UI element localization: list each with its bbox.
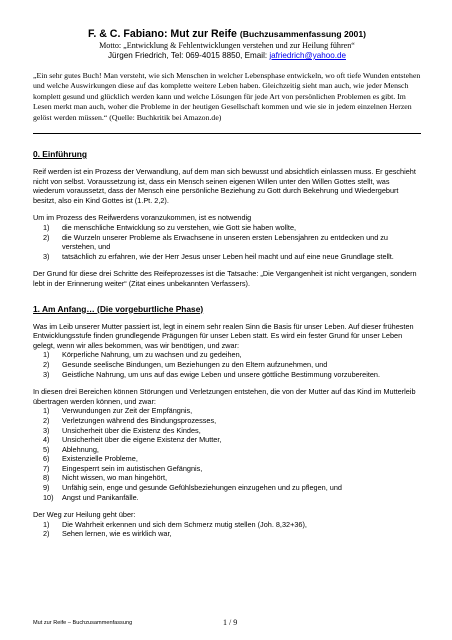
page-number: 1 / 9 [223, 618, 238, 627]
list-text: Körperliche Nahrung, um zu wachsen und zu gedeihen, [62, 350, 242, 360]
list-item [33, 473, 421, 483]
list-text: Geistliche Nahrung, um uns auf das ewige Leben und unsere göttliche Bestimmung vorzubereiten. [62, 369, 381, 379]
page-content [33, 0, 421, 539]
list-text: die menschliche Entwicklung so zu verstehen, wie Gott sie haben wollte, [62, 223, 297, 232]
list-text: Eingesperrt sein im autistischen Gefängnis, [62, 463, 203, 473]
list-text: Verletzungen während des Bindungsprozesses, [62, 415, 217, 425]
paragraph: Der Weg zur Heilung geht über: [33, 510, 136, 520]
list-number: 3) [43, 425, 50, 435]
numbered-list [33, 350, 421, 379]
list-item [33, 233, 421, 252]
list-item [33, 370, 421, 380]
paragraph: Um im Prozess des Reifwerdens voranzukommen, ist es notwendig [33, 213, 252, 223]
section-heading-1: 1. Am Anfang… (Die vorgeburtliche Phase) [33, 303, 204, 314]
title-main: F. & C. Fabiano: Mut zur Reife [88, 28, 237, 40]
contact-line [33, 51, 421, 61]
list-item [33, 426, 421, 436]
list-number: 3) [43, 251, 50, 261]
list-text: tatsächlich zu erfahren, wie der Herr Jesus unser Leben heil macht und auf eine neue Grundlage stellt. [62, 251, 394, 261]
motto: Motto: „Entwicklung & Fehlentwicklungen verstehen und zur Heilung führen“ [99, 41, 355, 50]
list-number: 3) [43, 369, 50, 379]
numbered-list [33, 406, 421, 502]
list-item [33, 445, 421, 455]
list-item [33, 416, 421, 426]
numbered-list [33, 520, 421, 539]
list-item [33, 529, 421, 539]
paragraph: Reif werden ist ein Prozess der Verwandlung, auf dem man sich bewusst und absichtlich einlassen muss. Er geschieht nicht von selbst. Voraussetzung ist, dass ein Mensch seinen eigenen Willen unter den Willen Gottes stellt, was wiederum voraussetzt, dass der Mensch eine persönliche Beziehung zu Gott durch Bekehrung und Wiedergeburt besitzt, also ein Kind Gottes ist (1.Pt. 2,2). [33, 167, 416, 205]
list-number: 1) [43, 350, 50, 360]
list-text: Gesunde seelische Bindungen, um Beziehungen zu den Eltern aufzunehmen, und [62, 359, 328, 369]
list-number: 1) [43, 406, 50, 416]
list-item [33, 464, 421, 474]
email-link[interactable]: jafriedrich@yahoo.de [269, 51, 346, 60]
list-item [33, 435, 421, 445]
list-number: 5) [43, 444, 50, 454]
list-item [33, 252, 421, 262]
page-footer [33, 620, 421, 626]
list-text: Existenzielle Probleme, [62, 454, 138, 464]
list-item [33, 406, 421, 416]
list-text: Verwundungen zur Zeit der Empfängnis, [62, 406, 193, 416]
list-number: 6) [43, 454, 50, 464]
paragraph: Der Grund für diese drei Schritte des Reifeprozesses ist die Tatsache: „Die Vergangenheit ist nicht vergangen, sondern lebt in der Erinnerung weiter“ (Zitat eines unbekannten Verfassers). [33, 269, 417, 288]
list-text: Unsicherheit über die eigene Existenz der Mutter, [62, 435, 222, 445]
list-number: 2) [43, 415, 50, 425]
list-text: Unsicherheit über die Existenz des Kindes, [62, 425, 201, 435]
list-number: 8) [43, 473, 50, 483]
footer-text: Mut zur Reife – Buchzusammenfassung [33, 620, 133, 626]
list-text: die Wurzeln unserer Probleme als Erwachsene in unseren ersten Lebensjahren zu entdecken und zu verstehen, und [62, 232, 388, 252]
list-number: 9) [43, 483, 50, 493]
list-item [33, 483, 421, 493]
list-number: 10) [43, 492, 54, 502]
list-text: Angst und Panikanfälle. [62, 492, 139, 502]
list-number: 7) [43, 463, 50, 473]
document-title [33, 28, 421, 40]
list-item [33, 493, 421, 503]
list-text: Ablehnung, [62, 444, 99, 454]
paragraph: In diesen drei Bereichen können Störungen und Verletzungen entstehen, die von der Mutter auf das Kind im Mutterleib übertragen werden können, und zwar: [33, 387, 416, 406]
section-heading-0: 0. Einführung [33, 149, 87, 160]
list-item [33, 223, 421, 233]
list-item [33, 454, 421, 464]
paragraph: Was im Leib unserer Mutter passiert ist, legt in einem sehr realen Sinn die Basis für unser Leben. Auf dieser frühesten Entwicklungsstufe finden grundlegende Prägungen für unser Leben statt. Es wird ein fester Grund für unser Leben gelegt, wenn wir alles bekommen, was wir benötigen, und zwar: [33, 321, 414, 350]
list-text: Unfähig sein, enge und gesunde Gefühlsbeziehungen einzugehen und zu pflegen, und [62, 483, 342, 493]
numbered-list [33, 223, 421, 261]
list-number: 2) [43, 359, 50, 369]
divider [33, 133, 421, 134]
contact-text: Jürgen Friedrich, Tel: 069-4015 8850, Email: [108, 51, 270, 60]
list-number: 1) [43, 519, 50, 529]
list-number: 2) [43, 529, 50, 539]
list-text: Sehen lernen, wie es wirklich war, [62, 529, 172, 539]
list-item [33, 350, 421, 360]
list-number: 4) [43, 435, 50, 445]
list-text: Die Wahrheit erkennen und sich dem Schmerz mutig stellen (Joh. 8,32+36), [62, 519, 307, 529]
intro-quote: „Ein sehr gutes Buch! Man versteht, wie sich Menschen in welcher Lebensphase entwickeln, wo oft tiefe Wunden entstehen und welche Auswirkungen diese auf das komplette weitere Leben haben. Gleichzeitig sieht man auch, wie jeder Mensch komplett gesund und glücklich werden kann und welche Lösungen für jede Art von persönlichen Problemen es gibt. Im Lesen merkt man auch, woher die Probleme in der heutigen Gesellschaft kommen und wie sie in jedem einzelnen Herzen gelöst werden müssen.“ (Quelle: Buchkritik bei Amazon.de) [33, 71, 421, 122]
list-item [33, 520, 421, 530]
list-item [33, 360, 421, 370]
list-number: 2) [43, 232, 50, 242]
list-text: Nicht wissen, wo man hingehört, [62, 473, 168, 483]
list-number: 1) [43, 223, 50, 232]
title-sub: (Buchzusammenfassung 2001) [239, 29, 366, 39]
